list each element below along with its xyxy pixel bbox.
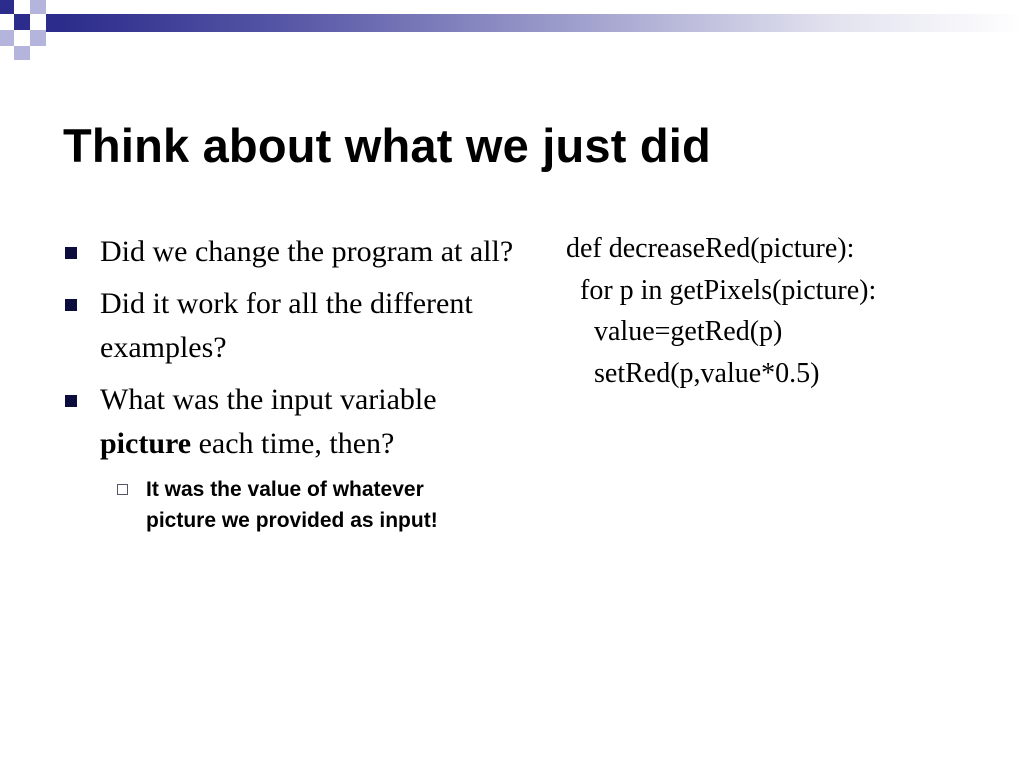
bullet-text: Did it work for all the different examples? <box>100 287 473 364</box>
slide-title: Think about what we just did <box>63 119 711 172</box>
square-bullet-icon <box>65 395 77 407</box>
code-block <box>566 228 876 394</box>
square-bullet-icon <box>65 247 77 259</box>
code-line: setRed(p,value*0.5) <box>566 357 820 389</box>
decor-square <box>0 0 14 14</box>
bullet-text-part: What was the input variable <box>100 383 437 416</box>
decor-square <box>14 46 30 60</box>
header-decoration <box>0 0 1024 62</box>
bullet-text-part: each time, then? <box>191 427 395 460</box>
sub-bullet-text: It was the value of whatever picture we provided as input! <box>146 478 438 532</box>
bullet-item <box>62 282 532 370</box>
hollow-square-bullet-icon <box>117 484 128 495</box>
decor-square <box>30 0 46 14</box>
bullet-list <box>62 230 532 536</box>
header-gradient-bar <box>62 14 1024 32</box>
code-line: def decreaseRed(picture): <box>566 233 855 264</box>
bullet-text-bold: picture <box>100 427 192 460</box>
code-line: value=getRed(p) <box>566 316 783 347</box>
bullet-text: Did we change the program at all? <box>100 235 514 268</box>
decor-square <box>0 30 14 46</box>
square-bullet-icon <box>65 299 77 311</box>
code-line: for p in getPixels(picture): <box>566 274 877 306</box>
sub-bullet-item <box>110 474 446 536</box>
decor-square <box>30 30 46 46</box>
decor-square <box>46 14 62 32</box>
bullet-item <box>62 230 532 274</box>
bullet-item <box>62 378 532 466</box>
decor-square <box>14 14 30 30</box>
bullet-text <box>100 383 437 460</box>
